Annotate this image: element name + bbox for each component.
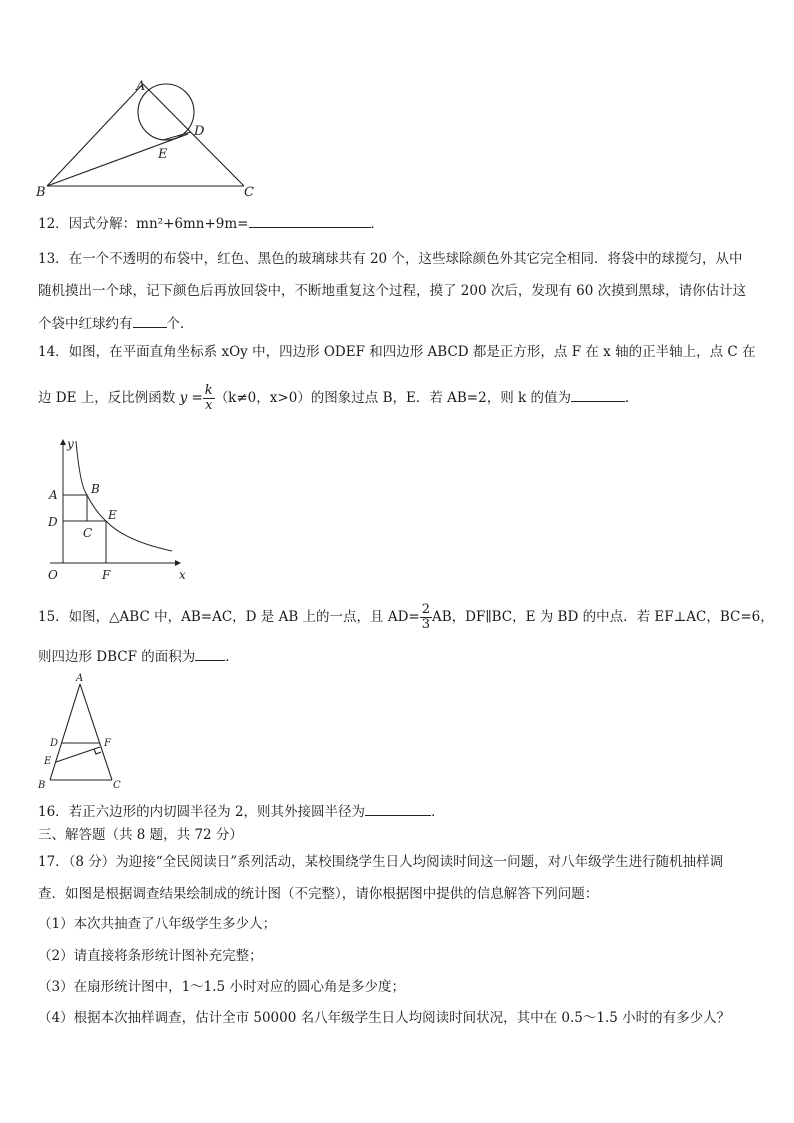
q14-line2-text: 边 DE 上，反比例函数 — [38, 390, 176, 406]
fig11-label-a: A — [136, 79, 146, 94]
question-15-line-1 — [38, 597, 774, 637]
segment-ab — [50, 684, 80, 780]
fig15-label-f: F — [104, 738, 111, 749]
segment-ab — [47, 84, 143, 186]
q15-line1-suffix: AB，DF∥BC，E 为 BD 的中点．若 EF⊥AC，BC=6， — [432, 609, 774, 625]
q16-answer-blank[interactable] — [365, 801, 431, 816]
q14-answer-blank[interactable] — [571, 387, 625, 402]
function-denominator: x — [205, 398, 213, 413]
fig11-label-e: E — [158, 147, 168, 162]
segment-ef — [56, 747, 100, 762]
question-17-sub-4: （4）根据本次抽样调查，估计全市 50000 名八年级学生日人均阅读时间状况，其中在 0.5～1.5 小时的有多少人？ — [38, 1010, 731, 1026]
question-17-sub-3: （3）在扇形统计图中，1～1.5 小时对应的圆心角是多少度； — [38, 979, 405, 995]
fig14-label-e: E — [108, 508, 117, 522]
q12-answer-blank[interactable] — [249, 213, 371, 228]
q13-line3-text: 个袋中红球约有 — [38, 316, 133, 332]
q12-period: ． — [370, 216, 384, 232]
question-17-line-2: 查．如图是根据调查结果绘制成的统计图（不完整），请你根据图中提供的信息解答下列问题： — [38, 886, 599, 902]
fig15-label-d: D — [50, 738, 59, 749]
right-angle-mark — [94, 749, 101, 754]
question-13-line-2: 随机摸出一个球，记下颜色后再放回袋中，不断地重复这个过程，摸了 200 次后，发现有 60 次摸到黑球，请你估计这 — [38, 283, 747, 299]
figure-q11 — [30, 76, 270, 198]
question-17-line-1: 17．（8 分）为迎接“全民阅读日”系列活动，某校围绕学生日人均阅读时间这一问题，对八年级学生进行随机抽样调 — [38, 854, 724, 870]
fig14-label-x: x — [179, 568, 186, 582]
fraction-two-thirds — [420, 603, 432, 632]
q12-text: 12．因式分解：mn²+6mn+9m= — [38, 216, 249, 232]
function-numerator: k — [204, 383, 213, 398]
fraction-denominator: 3 — [421, 617, 430, 632]
q13-answer-blank[interactable] — [133, 313, 167, 328]
q15-line2-text: 则四边形 DBCF 的面积为 — [38, 649, 196, 665]
q14-line2-suffix: （k≠0，x>0）的图象过点 B，E．若 AB=2，则 k 的值为 — [214, 390, 571, 406]
q15-line1-text: 15．如图，△ABC 中，AB=AC，D 是 AB 上的一点，且 AD= — [38, 609, 420, 625]
q13-line3-suffix: 个． — [166, 316, 194, 332]
fraction-numerator: 2 — [421, 602, 430, 617]
q15-answer-blank[interactable] — [195, 646, 225, 661]
fig14-label-y: y — [67, 437, 74, 451]
fig14-label-a: A — [49, 488, 58, 502]
function-fraction — [203, 384, 215, 413]
fig14-label-c: C — [83, 526, 93, 540]
q15-period: ． — [225, 649, 239, 665]
question-17-sub-2: （2）请直接将条形统计图补充完整； — [38, 948, 263, 964]
question-16 — [38, 801, 445, 821]
fig11-label-c: C — [244, 185, 254, 198]
fig15-label-c: C — [113, 780, 121, 791]
fig14-label-d: D — [48, 515, 58, 529]
question-14-line-2 — [38, 378, 638, 418]
fig15-label-b: B — [38, 780, 46, 791]
fig11-label-d: D — [194, 124, 205, 139]
q14-period: ． — [624, 390, 639, 406]
fig14-label-f: F — [102, 568, 111, 582]
segment-ac — [80, 684, 112, 780]
q16-text: 16．若正六边形的内切圆半径为 2，则其外接圆半径为 — [38, 804, 366, 820]
function-lhs: y = — [179, 390, 203, 406]
question-13-line-3 — [38, 313, 194, 333]
figure-q14 — [40, 436, 200, 586]
square-abcd — [63, 495, 87, 521]
fig11-label-b: B — [36, 185, 46, 198]
question-17-sub-1: （1）本次共抽查了八年级学生多少人； — [38, 916, 277, 932]
figure-q15 — [34, 672, 134, 794]
circle — [138, 84, 194, 140]
section-heading: 三、解答题（共 8 题，共 72 分） — [38, 827, 243, 843]
function-expression — [179, 383, 215, 413]
question-12 — [38, 213, 384, 233]
question-13-line-1: 13．在一个不透明的布袋中，红色、黑色的玻璃球共有 20 个，这些球除颜色外其它完全相同．将袋中的球搅匀，从中 — [38, 251, 743, 267]
fig15-label-a: A — [76, 673, 84, 684]
question-15-line-2 — [38, 646, 239, 666]
segment-ed — [163, 132, 191, 140]
fig15-label-e: E — [44, 756, 52, 767]
fig14-label-o: O — [48, 568, 58, 582]
fig14-label-b: B — [91, 482, 100, 496]
q16-period: ． — [431, 804, 445, 820]
question-14-line-1: 14．如图，在平面直角坐标系 xOy 中，四边形 ODEF 和四边形 ABCD 都是正方形，点 F 在 x 轴的正半轴上，点 C 在 — [38, 344, 756, 360]
